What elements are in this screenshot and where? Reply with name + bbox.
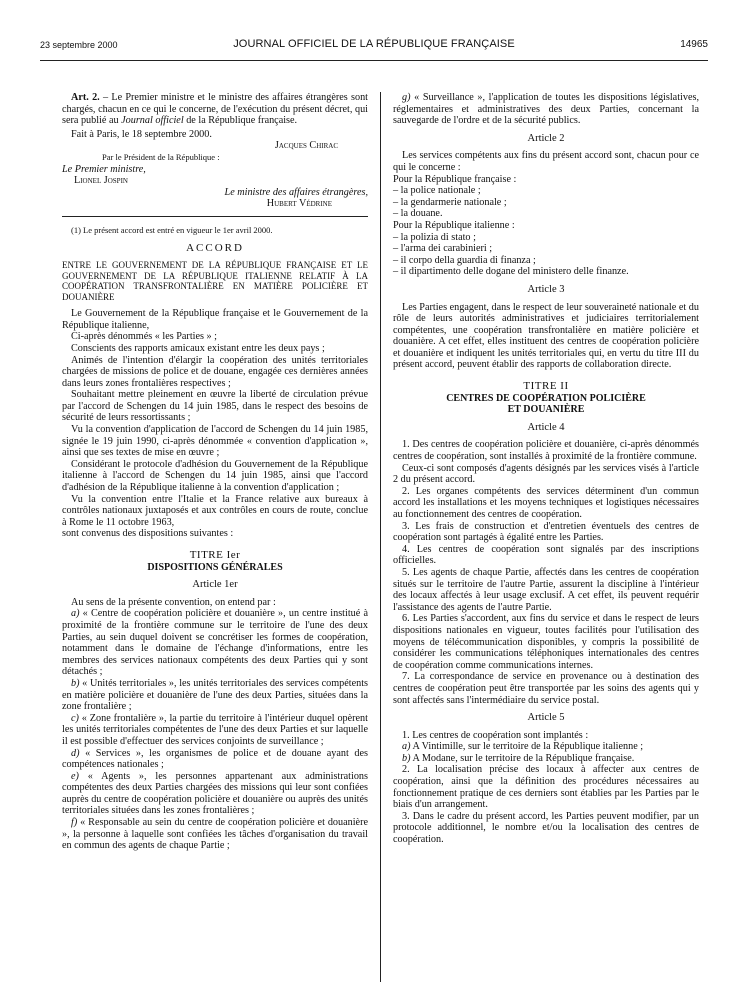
fr-services-head: Pour la République française : bbox=[393, 173, 517, 185]
header-page-number: 14965 bbox=[680, 39, 708, 50]
preamble-1: Ci-après dénommés « les Parties » ; bbox=[71, 331, 217, 343]
header-rule bbox=[40, 60, 708, 61]
fr-service-0: – la police nationale ; bbox=[393, 185, 481, 197]
titre-1-subtitle: DISPOSITIONS GÉNÉRALES bbox=[147, 561, 283, 573]
article-5-para-3: 3. Dans le cadre du présent accord, les Parties peuvent modifier, par un protocole additionnel, le nombre et/ou la localisation des centres de coopération. bbox=[393, 810, 699, 846]
prime-minister-name: Lionel Jospin bbox=[74, 175, 128, 187]
accord-heading: ENTRE LE GOUVERNEMENT DE LA RÉPUBLIQUE FRANÇAISE ET LE GOUVERNEMENT DE LA RÉPUBLIQUE ITALIENNE RELATIF À LA COOPÉRATION TRANSFRONTALIÈRE EN MATIÈRE POLICIÈRE ET DOUANIÈRE bbox=[62, 260, 368, 302]
article-5-heading: Article 5 bbox=[527, 712, 565, 724]
footnote: (1) Le présent accord est entré en vigueur le 1er avril 2000. bbox=[71, 224, 273, 235]
article-5-item-b: b) A Modane, sur le territoire de la République française. bbox=[402, 752, 635, 764]
fr-service-2: – la douane. bbox=[393, 208, 443, 220]
article-4-para-2: 2. Les organes compétents des services déterminent d'un commun accord les installations et les moyens techniques et logistiques nécessaires au fonctionnement des centres de coopération. bbox=[393, 485, 699, 520]
decree-article-2: Art. 2. – Le Premier ministre et le ministre des affaires étrangères sont chargés, chacun en ce qui le concerne, de l'exécution du présent décret, qui sera publié au Journal officiel de la République française. bbox=[62, 92, 368, 127]
right-column bbox=[393, 92, 699, 846]
article-1-heading: Article 1er bbox=[192, 579, 238, 591]
prime-minister-title: Le Premier ministre, bbox=[62, 163, 146, 175]
article-4-para-4: 4. Les centres de coopération sont signalés par des inscriptions officielles. bbox=[393, 543, 699, 567]
article-1-intro: Au sens de la présente convention, on entend par : bbox=[71, 596, 276, 608]
preamble-6: Considérant le protocole d'adhésion du Gouvernement de la République italienne à l'accord de Schengen du 14 juin 1985, ainsi que l'accord d'adhésion de la République italienne à la convention d'application ; bbox=[62, 458, 368, 494]
footnote-rule bbox=[62, 216, 368, 217]
preamble-0: Le Gouvernement de la République française et le Gouvernement de la République italienne, bbox=[62, 308, 368, 331]
article-1-item-b: b) « Unités territoriales », les unités territoriales des services compétents en matière policière et douanière de l'une des deux Parties, situées dans la zone frontalière ; bbox=[62, 677, 368, 713]
article-4-para-5: 5. Les agents de chaque Partie, affectés dans les centres de coopération situés sur le territoire de l'autre Partie, assurent la discipline à l'intérieur des locaux affectés à leur usage exclusif. A cet effet, ils peuvent requérir l'assistance des agents de l'autre Partie. bbox=[393, 566, 699, 613]
page-header bbox=[40, 38, 708, 54]
preamble-5: Vu la convention d'application de l'accord de Schengen du 14 juin 1985, signée le 19 juin 1990, ci-après dénommée « convention d'application », ainsi que ses textes de mise en œuvre ; bbox=[62, 424, 368, 459]
article-2-intro: Les services compétents aux fins du présent accord sont, chacun pour ce qui le concerne : bbox=[393, 150, 699, 173]
article-4-para-1: Ceux-ci sont composés d'agents désignés par les services visés à l'article 2 du présent accord. bbox=[393, 462, 699, 486]
article-5-item-a: a) A Vintimille, sur le territoire de la République italienne ; bbox=[402, 741, 644, 753]
titre-2-subtitle-1: CENTRES DE COOPÉRATION POLICIÈRE bbox=[446, 392, 646, 404]
preamble-7: Vu la convention entre l'Italie et la France relative aux bureaux à contrôles nationaux juxtaposés et aux contrôles en cours de route, conclue à Rome le 11 octobre 1963, bbox=[62, 493, 368, 528]
article-5-para-2: 2. La localisation précise des locaux à affecter aux centres de coopération, ainsi que la définition des procédures nécessaires au fonctionnement pratique de ces derniers sont établies par les Parties par le biais d'un arrangement. bbox=[393, 764, 699, 811]
header-date: 23 septembre 2000 bbox=[40, 40, 118, 50]
preamble-4: Souhaitant mettre pleinement en œuvre la liberté de circulation prévue par l'accord de Schengen du 14 juin 1985, dans le respect des besoins de sécurité de leurs ressortissants ; bbox=[62, 389, 368, 424]
foreign-minister-title: Le ministre des affaires étrangères, bbox=[224, 186, 368, 198]
it-service-0: – la polizia di stato ; bbox=[393, 231, 476, 243]
left-column bbox=[62, 92, 368, 852]
article-1-item-g: g) « Surveillance », l'application de toutes les dispositions législatives, réglementaires et administratives des deux Parties, concernant la sauvegarde de l'ordre et de la sécurité publics. bbox=[393, 92, 699, 127]
article-4-para-0: 1. Des centres de coopération policière et douanière, ci-après dénommés centres de coopération, sont installés à proximité de la frontière commune. bbox=[393, 439, 699, 463]
it-service-2: – il corpo della guardia di finanza ; bbox=[393, 254, 536, 266]
preamble-3: Animés de l'intention d'élargir la coopération des unités territoriales chargées de missions de police et de douane, engagée ces dernières années dans leurs zones frontalières respectives ; bbox=[62, 354, 368, 389]
article-5-intro: 1. Les centres de coopération sont implantés : bbox=[402, 729, 589, 741]
titre-1: TITRE Ier bbox=[189, 549, 241, 561]
article-1-item-a: a) « Centre de coopération policière et douanière », un centre institué à proximité de la frontière commune sur le territoire de l'une des deux Parties, au sein duquel doivent se concrétiser les formes de coopération, notamment dans le domaine de l'échange d'informations, entre les membres des services nationaux compétents des deux Parties qui y sont détachés ; bbox=[62, 608, 368, 678]
fait-a-paris: Fait à Paris, le 18 septembre 2000. bbox=[71, 128, 212, 140]
preamble-2: Conscients des rapports amicaux existant entre les deux pays ; bbox=[71, 342, 325, 354]
article-2-heading: Article 2 bbox=[527, 132, 565, 144]
fr-service-1: – la gendarmerie nationale ; bbox=[393, 196, 507, 208]
preamble-8: sont convenus des dispositions suivantes : bbox=[62, 528, 234, 540]
article-1-item-c: c) « Zone frontalière », la partie du territoire à l'intérieur duquel opèrent les unités territoriales compétentes de l'une des deux Parties et sur laquelle il est possible d'effectuer des services conjoints de surveillance ; bbox=[62, 712, 368, 747]
president-signature: Jacques Chirac bbox=[274, 140, 338, 152]
article-1-item-d: d) « Services », les organismes de police et de douane ayant des compétences nationales ; bbox=[62, 747, 368, 771]
it-service-3: – il dipartimento delle dogane del ministero delle finanze. bbox=[393, 266, 629, 278]
accord-title: ACCORD bbox=[186, 241, 244, 254]
article-4-para-7: 7. La correspondance de service en provenance ou à destination des centres de coopération peut être transportée par les soins des agents qui y sont affectés sans l'intermédiaire du service postal. bbox=[393, 671, 699, 706]
article-4-heading: Article 4 bbox=[527, 421, 565, 433]
article-1-item-e: e) « Agents », les personnes appartenant aux administrations compétentes des deux Parties chargées des missions qui leur sont confiées auprès du centre de coopération policière et douanière ou auprès des unités territoriales situées dans les zones frontalières ; bbox=[62, 770, 368, 817]
it-service-1: – l'arma dei carabinieri ; bbox=[393, 243, 493, 255]
par-le-president: Par le Président de la République : bbox=[102, 151, 220, 162]
article-3-text: Les Parties engagent, dans le respect de leur souveraineté nationale et du rôle de leurs autorités administratives et judiciaires territorialement compétentes, une coopération transfrontalière en matière policière et douanière. A cet effet, elles instituent des centres de coopération policière et douanière et indiquent les unités territoriales qui, en vertu du titre III du présent accord, peuvent établir des rapports de collaboration directe. bbox=[393, 301, 699, 371]
article-3-heading: Article 3 bbox=[527, 283, 565, 295]
titre-2-subtitle-2: ET DOUANIÈRE bbox=[507, 404, 585, 416]
article-4-para-6: 6. Les Parties s'accordent, aux fins du service et dans le respect de leurs dispositions nationales en vigueur, toutes facilités pour l'utilisation des moyens de télécommunication disponibles, y compris la possibilité de considérer les communications téléphoniques internationales des centres de coopération comme communications internes. bbox=[393, 613, 699, 671]
article-1-item-f: f) « Responsable au sein du centre de coopération policière et douanière », la personne à laquelle sont confiées les tâches d'organisation du travail en commun des agents de chaque Partie ; bbox=[62, 817, 368, 852]
article-4-para-3: 3. Les frais de construction et d'entretien éventuels des centres de coopération sont partagés à égalité entre les Parties. bbox=[393, 520, 699, 544]
foreign-minister-name: Hubert Védrine bbox=[266, 198, 332, 210]
column-divider bbox=[380, 92, 381, 982]
header-journal-title: JOURNAL OFFICIEL DE LA RÉPUBLIQUE FRANÇAISE bbox=[233, 38, 515, 50]
it-services-head: Pour la République italienne : bbox=[393, 219, 515, 231]
titre-2: TITRE II bbox=[523, 380, 569, 393]
